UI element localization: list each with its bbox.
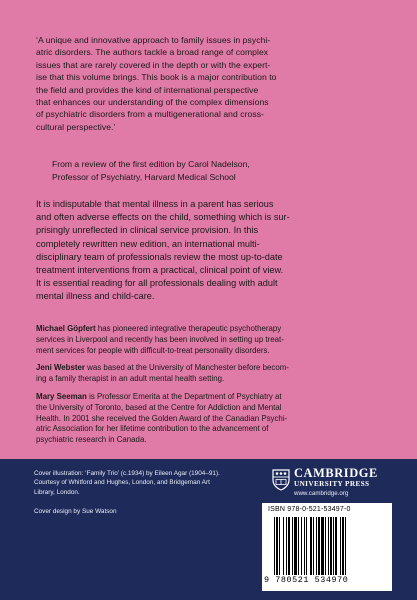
footer-bar — [0, 459, 417, 600]
bio-line — [36, 392, 378, 403]
review-quote — [36, 34, 376, 133]
description-line: It is essential reading for all professionals dealing with adult — [36, 278, 278, 289]
quote-line: cultural perspective.’ — [36, 121, 116, 132]
credit-line: Library, London. — [34, 488, 80, 496]
bio-line: psychiatric research in Canada. — [36, 435, 147, 445]
description-line: It is indisputable that mental illness in a parent has serious — [36, 199, 274, 209]
barcode-digits: 9 780521 534970 — [264, 575, 349, 585]
quote-attribution — [52, 158, 382, 183]
bio-line: the University of Toronto, based at the Centre for Addiction and Mental — [36, 402, 282, 412]
barcode-stripe — [333, 517, 334, 575]
barcode-stripe — [310, 517, 312, 575]
bio-line: Health. In 2001 she received the Golden Award of the Canadian Psychi- — [36, 413, 288, 423]
bio-line: ing a family therapist in an adult mental health setting. — [36, 374, 225, 384]
description-line: and often adverse effects on the child, something which is sur- — [36, 212, 290, 223]
barcode-stripe — [298, 517, 299, 575]
barcode-stripe — [342, 517, 344, 575]
credit-line: Cover illustration: ‘Family Trio’ (c.1934) by Eileen Agar (1904–91). — [34, 470, 220, 477]
author-name: Jeni Webster — [36, 363, 85, 373]
barcode-stripe — [345, 517, 346, 575]
bio-line — [36, 363, 378, 374]
barcode-stripe — [335, 517, 337, 575]
author-bio-webster — [36, 363, 378, 385]
barcode-stripe — [288, 517, 290, 575]
author-bio-gopfert — [36, 324, 378, 356]
barcode-stripe — [274, 517, 275, 575]
description-line: prisingly unreflected in clinical service provision. In this — [36, 225, 259, 236]
barcode-stripe — [330, 517, 332, 575]
barcode-stripe — [340, 517, 341, 575]
bio-line: ment services for people with difficult-to-treat personality disorders. — [36, 345, 270, 355]
quote-line: that enhances our understanding of the complex dimensions — [36, 97, 269, 108]
bio-text: is Professor Emerita at the Department of Psychiatry at — [86, 391, 282, 401]
quote-line: the field and provides the kind of international perspective — [36, 84, 259, 95]
barcode-stripe — [283, 517, 284, 575]
description-line: disciplinary team of professionals review the most up-to-date — [36, 251, 283, 262]
author-name: Michael Göpfert — [36, 324, 96, 333]
bio-line: atric Association for her lifetime contribution to the advancement of — [36, 424, 269, 434]
attribution-line: Professor of Psychiatry, Harvard Medical School — [52, 171, 236, 182]
barcode-panel — [262, 503, 392, 591]
barcode-stripe — [328, 517, 329, 575]
quote-line: ise that this volume brings. This book is a major contribution to — [36, 72, 277, 83]
publisher-url[interactable]: www.cambridge.org — [294, 490, 349, 497]
quote-line: atric disorders. The authors tackle a broad range of complex — [36, 47, 269, 58]
barcode-stripe — [279, 517, 280, 575]
crest-icon — [272, 469, 290, 491]
description-line: completely rewritten new edition, an international multi- — [36, 238, 260, 249]
bio-text: has pioneered integrative therapeutic psychotherapy — [95, 324, 282, 333]
credit-line: Courtesy of Whitford and Hughes, London, and Bridgeman Art — [34, 479, 210, 487]
barcode-stripe — [304, 517, 305, 575]
barcode-stripe — [306, 517, 307, 575]
barcode-stripe — [286, 517, 287, 575]
barcode-stripe — [313, 517, 314, 575]
publisher-press: UNIVERSITY PRESS — [294, 480, 370, 488]
barcode-icon — [274, 517, 382, 575]
description-line: mental illness and child-care. — [36, 291, 155, 302]
publisher-name: CAMBRIDGE — [294, 466, 378, 480]
bio-line: services in Liverpool and recently has been involved in setting up treat- — [36, 334, 284, 344]
bio-line — [36, 324, 378, 335]
barcode-stripe — [276, 517, 278, 575]
attribution-line: From a review of the first edition by Carol Nadelson, — [52, 159, 250, 169]
cover-design-credit: Cover design by Sue Watson — [34, 508, 117, 516]
quote-line: ‘A unique and innovative approach to family issues in psychi- — [36, 35, 271, 45]
cover-credits — [34, 469, 234, 517]
barcode-stripe — [325, 517, 326, 575]
barcode-stripe — [318, 517, 320, 575]
barcode-stripe — [292, 517, 293, 575]
barcode-stripe — [321, 517, 324, 575]
barcode-stripe — [294, 517, 297, 575]
barcode-stripe — [316, 517, 317, 575]
isbn-number: ISBN 978-0-521-53497-0 — [268, 506, 351, 513]
quote-line: of psychiatric disorders from a multigenerational and cross- — [36, 109, 264, 120]
author-bio-seeman — [36, 392, 378, 446]
book-description — [36, 198, 378, 304]
quote-line: issues that are rarely covered in the depth or with the expert- — [36, 59, 271, 70]
bio-text: was based at the University of Manchester before becom- — [84, 363, 289, 373]
author-name: Mary Seeman — [36, 391, 87, 401]
description-line: treatment interventions from a practical, clinical point of view. — [36, 265, 284, 276]
barcode-stripe — [301, 517, 302, 575]
author-bios — [36, 324, 378, 453]
